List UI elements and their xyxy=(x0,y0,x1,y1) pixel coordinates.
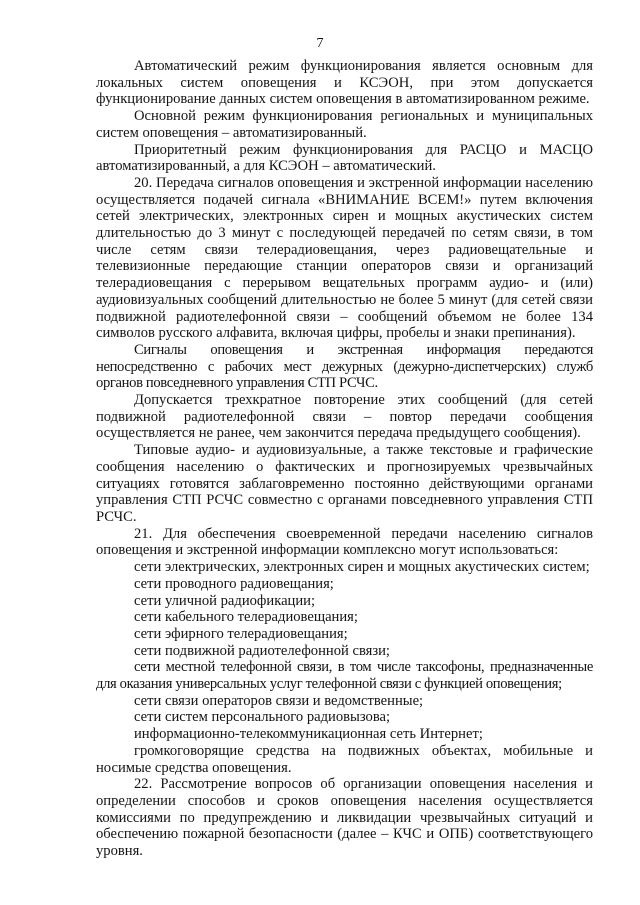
list-item: сети связи операторов связи и ведомственные; xyxy=(134,692,424,709)
paragraph-item-21: 21. Для обеспечения своевременной передачи населению сигналов оповещения и экстренной информации комплексно могут использоваться: xyxy=(96,525,593,559)
list-item: сети местной телефонной связи, в том числе таксофоны, предназначенные для оказания универсальных услуг телефонной связи с функцией оповещения; xyxy=(96,659,593,693)
list-item: сети электрических, электронных сирен и мощных акустических систем; xyxy=(134,559,590,576)
list-item: сети проводного радиовещания; xyxy=(134,575,334,592)
list-item: сети кабельного телерадиовещания; xyxy=(134,609,358,626)
page-number: 7 xyxy=(316,36,324,51)
list-item: громкоговорящие средства на подвижных объектах, мобильные и носимые средства оповещения. xyxy=(96,742,593,776)
list-item: сети подвижной радиотелефонной связи; xyxy=(134,642,390,659)
paragraph-item-22: 22. Рассмотрение вопросов об организации оповещения населения и определении способов и сроков оповещения населения осуществляется комиссиями по предупреждению и ликвидации чрезвычайных ситуаций и обеспечению пожарной безопасности (далее – КЧС и ОПБ) соответствующего уровня. xyxy=(96,776,593,860)
list-item: сети систем персонального радиовызова; xyxy=(134,709,391,726)
list-item: информационно-телекоммуникационная сеть Интернет; xyxy=(134,726,483,743)
paragraph-typical-messages: Типовые аудио- и аудиовизуальные, а также текстовые и графические сообщения населению о фактических и прогнозируемых чрезвычайных ситуациях готовятся заблаговременно постоянно действующими органами управления СТП РСЧС совместно с органами повседневного управления СТП РСЧС. xyxy=(96,442,593,525)
document-body xyxy=(96,58,593,860)
paragraph-repetition: Допускается трехкратное повторение этих сообщений (для сетей подвижной радиотелефонной связи – повтор передачи сообщения осуществляется не ранее, чем закончится передача предыдущего сообщения). xyxy=(96,392,593,442)
paragraph-priority-mode: Приоритетный режим функционирования для РАСЦО и МАСЦО автоматизированный, а для КСЭОН – автоматический. xyxy=(96,141,593,175)
list-item: сети эфирного телерадиовещания; xyxy=(134,625,348,642)
paragraph-signals-transmission: Сигналы оповещения и экстренная информация передаются непосредственно с рабочих мест дежурных (дежурно-диспетчерских) служб органов повседневного управления СТП РСЧС. xyxy=(96,341,593,392)
paragraph-automatic-mode: Автоматический режим функционирования является основным для локальных систем оповещения и КСЭОН, при этом допускается функционирование данных систем оповещения в автоматизированном режиме. xyxy=(96,58,593,108)
paragraph-item-20: 20. Передача сигналов оповещения и экстренной информации населению осуществляется подачей сигнала «ВНИМАНИЕ ВСЕМ!» путем включения сетей электрических, электронных сирен и мощных акустических систем длительностью до 3 минут с последующей передачей по сетям связи, в том числе сетям связи телерадиовещания, через радиовещательные и телевизионные передающие станции операторов связи и организаций телерадиовещания с перерывом вещательных программ аудио- и (или) аудиовизуальных сообщений длительностью не более 5 минут (для сетей связи подвижной радиотелефонной связи – сообщений объемом не более 134 символов русского алфавита, включая цифры, пробелы и знаки препинания). xyxy=(96,174,593,342)
list-item: сети уличной радиофикации; xyxy=(134,592,316,609)
paragraph-main-mode: Основной режим функционирования региональных и муниципальных систем оповещения – автоматизированный. xyxy=(96,108,593,141)
